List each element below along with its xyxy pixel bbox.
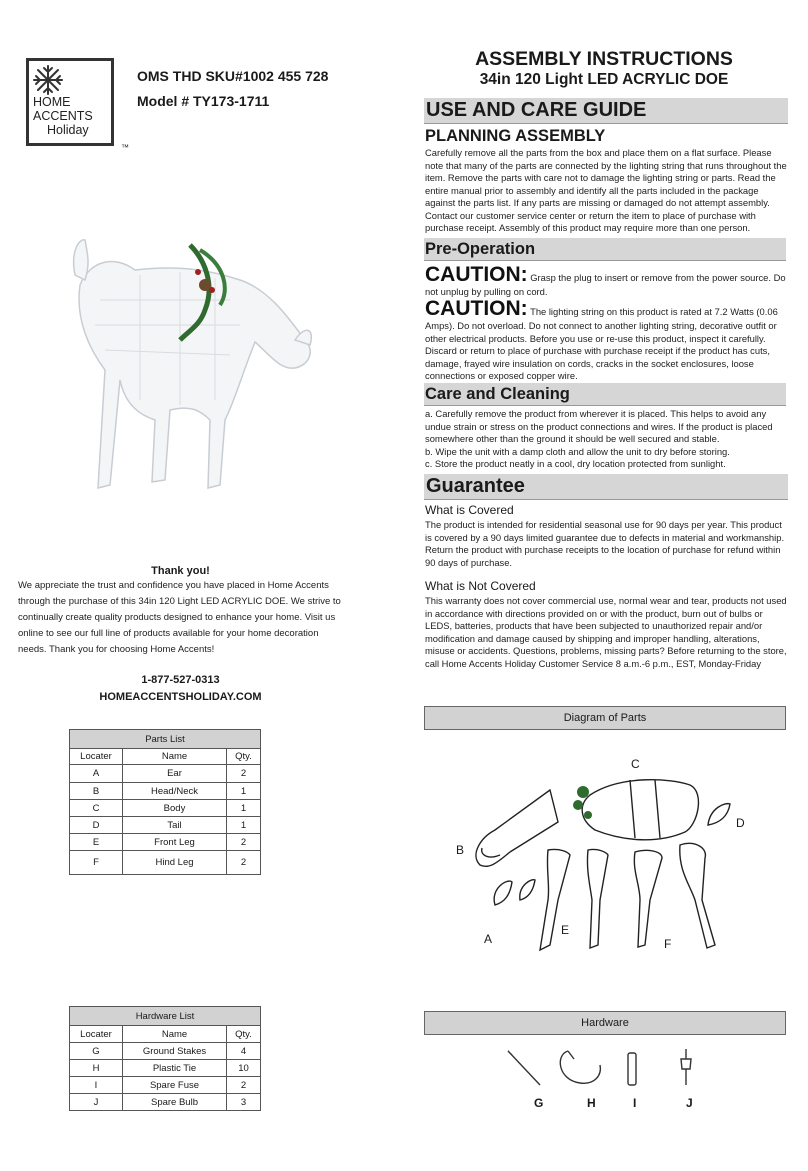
support-phone: 1-877-527-0313 [141,674,220,686]
label-i: I [633,1096,637,1110]
planning-heading: PLANNING ASSEMBLY [425,127,606,145]
body-part [582,780,698,840]
hardware-title-bar [424,1011,786,1035]
table-row: J Spare Bulb 3 [70,1094,261,1111]
covered-heading: What is Covered [425,503,514,517]
hardware-diagram [500,1045,710,1093]
page-title: ASSEMBLY INSTRUCTIONS [475,48,733,70]
not-covered-text: This warranty does not cover commercial use, normal wear and tear, products not used in accordance with directions provided on or with the product, burn out of bulbs or LEDS, batteries, products that have been subjected to unauthorized repair and/or modification and damage caused by shipping and improper handling, alterations, misuse or accidents. Questions, problems, missing parts? Before returning to the store, call Home Accents Holiday Customer Service 8 a.m.-6 p.m., EST, Monday-Friday [425,595,787,669]
parts-list-caption: Parts List [70,730,261,749]
sku-number: OMS THD SKU#1002 455 728 [137,68,329,84]
table-row: E Front Leg 2 [70,834,261,851]
product-photo [40,230,350,520]
hind-leg-part [680,843,715,948]
tail-part [708,804,730,825]
table-row: I Spare Fuse 2 [70,1077,261,1094]
preop-heading: Pre-Operation [425,240,536,258]
col-header: Locater [70,1026,123,1043]
trademark: ™ [121,143,129,152]
caution-1: CAUTION: Grasp the plug to insert or remove from the power source. Do not unplug by pulling on cord. [425,263,786,297]
label-a: A [484,932,493,946]
label-j: J [686,1096,693,1110]
table-row: F Hind Leg 2 [70,851,261,875]
care-bar [424,383,786,406]
ground-stake-icon [508,1051,540,1085]
hardware-title: Hardware [581,1017,629,1029]
ear-part [520,880,535,900]
col-header: Name [123,1026,227,1043]
label-f: F [664,937,672,951]
label-h: H [587,1096,596,1110]
label-g: G [534,1096,544,1110]
spare-fuse-icon [628,1053,636,1085]
parts-list-table [69,729,261,875]
diagram-title-bar [424,706,786,730]
table-row: D Tail 1 [70,817,261,834]
care-heading: Care and Cleaning [425,385,570,403]
model-number: Model # TY173-1711 [137,93,270,109]
caution-2: CAUTION: The lighting string on this product is rated at 7.2 Watts (0.06 Amps). Do not overload. Do not connect to another lighting string, decorative outfit or other electrical products. Before you use or re-use this product, inspect it carefully. Discard or return to place of purchase with purchase receipt if the product has cuts, damage, frayed wire insulation on cords, cracks in the socket enclosures, loose connections or exposed copper wire. [425,297,778,381]
page-subtitle: 34in 120 Light LED ACRYLIC DOE [479,71,729,88]
ear-part [494,881,512,905]
thank-you-text: We appreciate the trust and confidence you have placed in Home Accents through the purchase of this 34in 120 Light LED ACRYLIC DOE. We strive to continually create quality products designed to enhance your home. Visit us online to see our full line of products available for your home decoration needs. Thank you for choosing Home Accents! [18,580,341,655]
col-header: Qty. [227,1026,261,1043]
label-c: C [631,757,640,771]
spare-bulb-icon [681,1049,691,1085]
hind-leg-part [634,850,662,947]
guide-heading-bar [424,98,788,124]
table-row: B Head/Neck 1 [70,783,261,800]
col-header: Name [123,749,227,765]
table-row: G Ground Stakes 4 [70,1043,261,1060]
guide-heading: USE AND CARE GUIDE [426,99,647,121]
table-row: A Ear 2 [70,765,261,783]
guarantee-heading: Guarantee [426,475,525,497]
label-b: B [456,843,465,857]
label-e: E [561,923,570,937]
hardware-list-caption: Hardware List [70,1007,261,1026]
front-leg-part [587,849,608,948]
col-header: Locater [70,749,123,765]
caution-label: CAUTION: [425,297,528,320]
head-part [476,790,558,866]
planning-text: Carefully remove all the parts from the box and place them on a flat surface. Please note that many of the parts are connected by the lighting string that runs throughout the item. Remove the parts with care not to damage the lighting string or parts. Read the entire manual prior to assembly and identify all the parts included in the package against the parts list. If any parts are missing or damaged do not attempt assembly. Contact our customer service center or return the item to place of purchase with purchase receipt. Assembly of this product may require more than one person. [425,147,787,233]
brand-logo [26,58,114,146]
diagram-title: Diagram of Parts [563,712,647,724]
website: HOMEACCENTSHOLIDAY.COM [99,691,262,703]
care-text: a. Carefully remove the product from wherever it is placed. This helps to avoid any undue strain or stress on the product connections and wires. If the product is placed somewhere other than the ground it should be well secured and stable. b. Wipe the unit with a damp cloth and allow the unit to dry before storing. c. Store the product neatly in a cool, dry location protected from sunlight. [425,408,773,469]
table-row: H Plastic Tie 10 [70,1060,261,1077]
covered-text: The product is intended for residential seasonal use for 90 days per year. This product is covered by a 90 days limited guarantee due to defects in material and workmanship. Return the product with purchase receipts to the location of purchase for refund within 90 days of purchase. [425,519,785,568]
col-header: Qty. [227,749,261,765]
hardware-list-table [69,1006,261,1111]
snowflake-icon [31,63,65,97]
caution-label: CAUTION: [425,263,528,286]
not-covered-heading: What is Not Covered [425,579,536,593]
plastic-tie-icon [560,1051,600,1083]
guarantee-bar [424,474,788,500]
preop-bar [424,238,786,261]
thank-you-heading: Thank you! [151,565,210,577]
label-d: D [736,816,745,830]
brand-wordmark: HOME ACCENTS Holiday [33,95,93,137]
table-row: C Body 1 [70,800,261,817]
